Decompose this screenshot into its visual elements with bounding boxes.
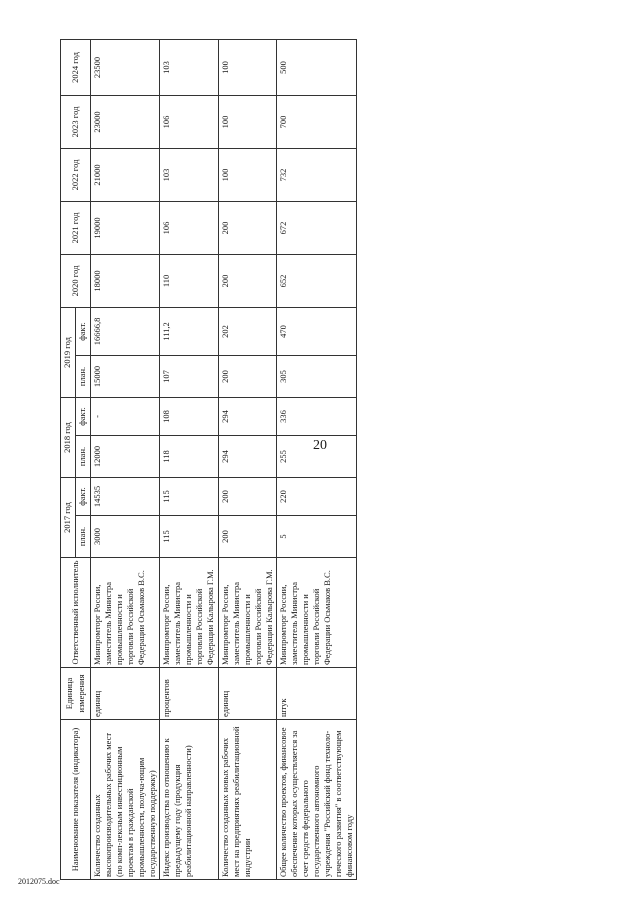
indicator-unit: штук [276,668,356,720]
value-2017-fact: 115 [160,477,218,515]
header-row-years [61,39,76,879]
indicator-responsible: Минпромторг России, заместитель Министра промышленности и торговли Российской Федерации Осьмаков В.С. [276,558,356,668]
value-2020: 110 [160,254,218,307]
indicator-responsible: Минпромторг России, заместитель Министра промышленности и торговли Российской Федерации Осьмаков В.С. [91,558,160,668]
header-responsible: Ответственный исполнитель [61,558,91,668]
value-2021: 19000 [91,201,160,254]
value-2018-fact: - [91,397,160,435]
value-2017-fact: 200 [218,477,276,515]
value-2024: 500 [276,39,356,95]
value-2017-fact: 220 [276,477,356,515]
value-2022: 100 [218,148,276,201]
indicator-responsible: Минпромторг России, заместитель Министра промышленности и торговли Российской Федерации Калырова Г.М. [218,558,276,668]
value-2021: 106 [160,201,218,254]
value-2023: 100 [218,95,276,148]
value-2021: 200 [218,201,276,254]
value-2018-fact: 108 [160,397,218,435]
table-row [218,39,276,879]
header-2020: 2020 год [61,254,91,307]
value-2019-fact: 16666,8 [91,307,160,355]
value-2024: 23500 [91,39,160,95]
page-number: 20 [313,438,327,453]
header-2019: 2019 год [61,307,76,397]
value-2023: 106 [160,95,218,148]
header-unit: Единица измерения [61,668,91,720]
value-2018-plan: 294 [218,435,276,477]
header-2024: 2024 год [61,39,91,95]
value-2021: 672 [276,201,356,254]
indicator-unit: единиц [218,668,276,720]
value-2019-plan: 15000 [91,355,160,397]
value-2019-plan: 200 [218,355,276,397]
value-2019-plan: 107 [160,355,218,397]
value-2018-fact: 336 [276,397,356,435]
header-name: Наименование показателя (индикатора) [61,720,91,880]
indicator-name: Общее количество проектов, финансовое обеспечение которых осуществляется за счет средств федерального государственного автономного учреждения "Российский фонд техноло-гического развития" в соответствующем финансовом году [276,720,356,880]
header-2018-plan: план. [76,435,91,477]
value-2020: 652 [276,254,356,307]
value-2022: 103 [160,148,218,201]
indicator-name: Количество созданных высокопроизводительных рабочих мест (по комп-лексным инвестиционным проектам в гражданской промышленности, получа-ющим государственную поддержку) [91,720,160,880]
header-2017: 2017 год [61,477,76,557]
value-2023: 23000 [91,95,160,148]
value-2019-fact: 202 [218,307,276,355]
value-2023: 700 [276,95,356,148]
header-2022: 2022 год [61,148,91,201]
indicator-responsible: Минпромторг России, заместитель Министра промышленности и торговли Российской Федерации Калырова Г.М. [160,558,218,668]
table-row [160,39,218,879]
indicator-table [60,39,357,880]
header-2017-fact: факт. [76,477,91,515]
value-2018-plan: 255 [276,435,356,477]
header-2021: 2021 год [61,201,91,254]
header-2023: 2023 год [61,95,91,148]
indicator-name: Количество созданных новых рабочих мест на предприятиях реабилитационной индустрии [218,720,276,880]
value-2019-fact: 470 [276,307,356,355]
header-2018-fact: факт. [76,397,91,435]
value-2024: 100 [218,39,276,95]
value-2022: 732 [276,148,356,201]
value-2017-fact: 14535 [91,477,160,515]
value-2018-fact: 294 [218,397,276,435]
value-2019-fact: 111,2 [160,307,218,355]
indicator-unit: единиц [91,668,160,720]
indicator-name: Индекс производства по отношению к предыдущему году (продукция реабилитационной направленности) [160,720,218,880]
rotated-table-container [60,40,578,880]
value-2017-plan: 200 [218,516,276,558]
header-2017-plan: план. [76,516,91,558]
value-2019-plan: 305 [276,355,356,397]
footer-file-code: 2012075.doc [18,877,60,886]
table-row [91,39,160,879]
value-2024: 103 [160,39,218,95]
header-2019-plan: план. [76,355,91,397]
header-2019-fact: факт. [76,307,91,355]
value-2022: 21000 [91,148,160,201]
value-2017-plan: 115 [160,516,218,558]
value-2017-plan: 3000 [91,516,160,558]
indicator-unit: процентов [160,668,218,720]
value-2017-plan: 5 [276,516,356,558]
table-row [276,39,356,879]
value-2020: 200 [218,254,276,307]
value-2018-plan: 12000 [91,435,160,477]
value-2020: 18000 [91,254,160,307]
value-2018-plan: 118 [160,435,218,477]
header-2018: 2018 год [61,397,76,477]
